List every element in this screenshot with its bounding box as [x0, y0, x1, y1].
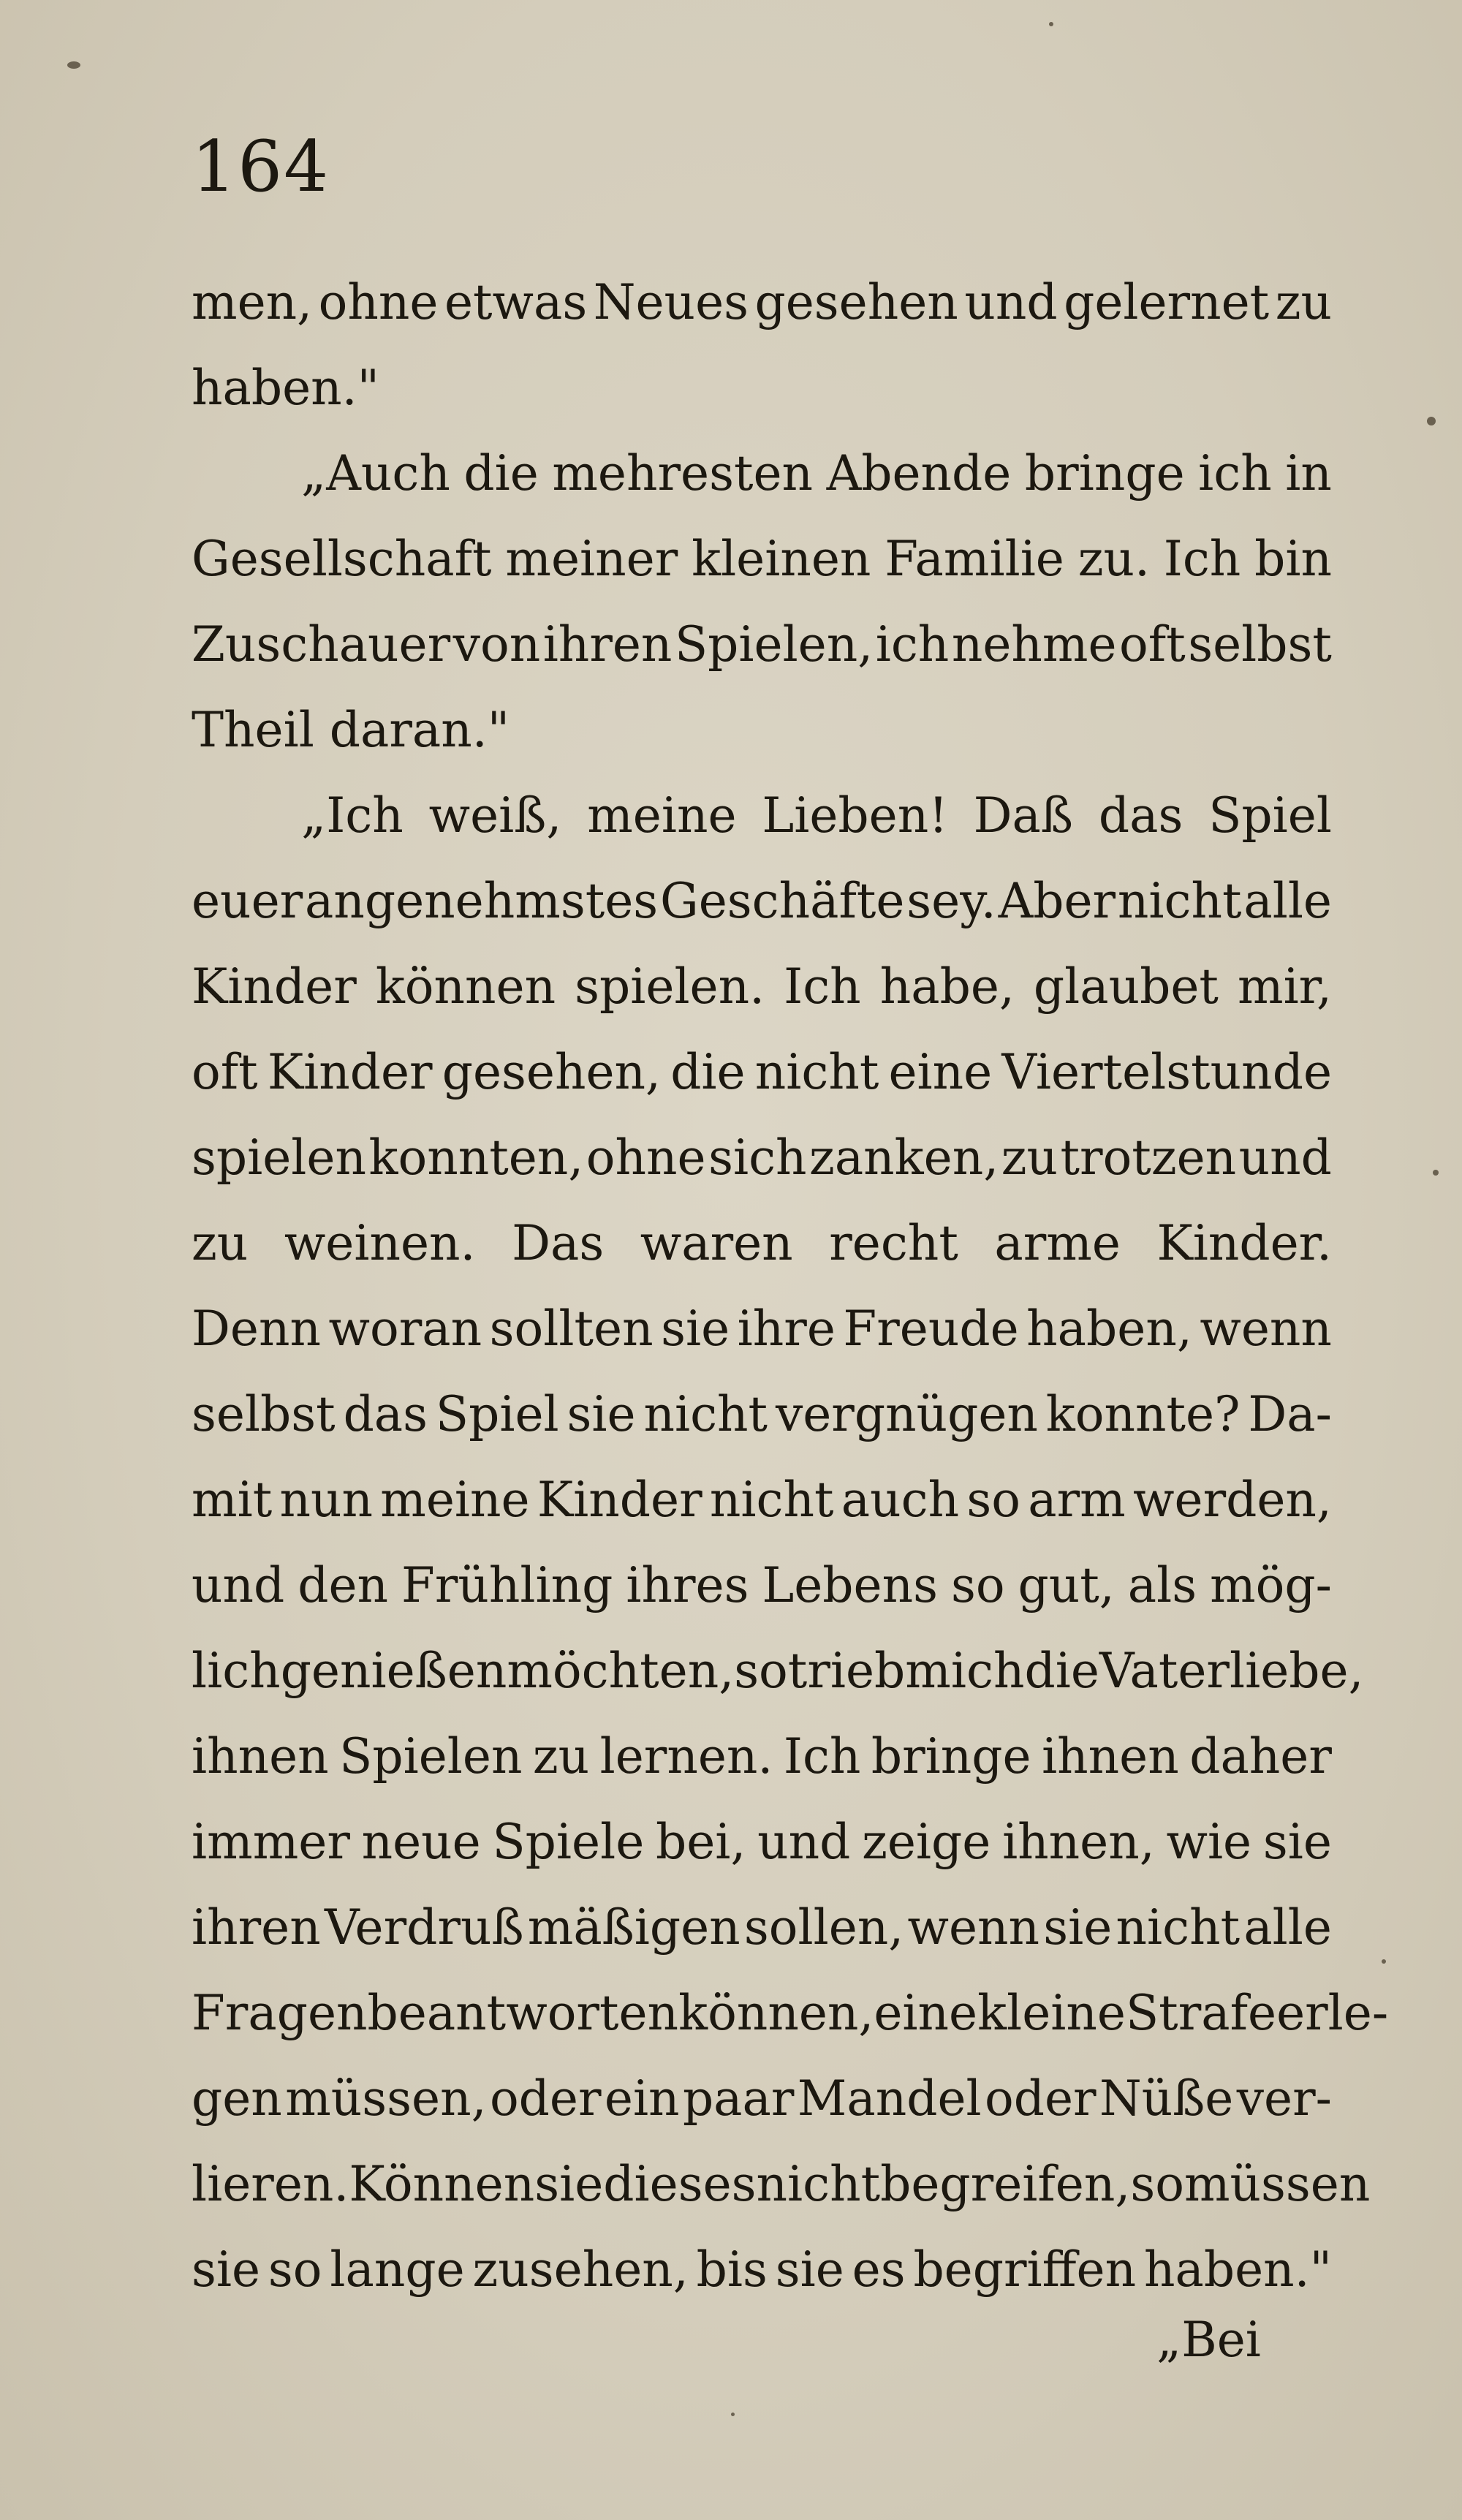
word: sie [661, 1301, 730, 1357]
word: ihren [192, 1899, 321, 1956]
ink-speck [1427, 417, 1436, 425]
word: können [375, 958, 556, 1015]
word: oder [489, 2070, 602, 2127]
word: nicht [754, 1044, 879, 1100]
word: Das [512, 1215, 605, 1271]
word: men, [192, 274, 313, 330]
word: den [298, 1557, 389, 1613]
word: Aber [998, 873, 1116, 929]
word: Zuschauer [192, 616, 451, 673]
word: beantworten [367, 1985, 679, 2041]
word: Ich [1163, 531, 1241, 587]
word: „Auch [301, 445, 450, 502]
word: paar [682, 2070, 795, 2127]
text-line [192, 1457, 1332, 1543]
word: von [452, 616, 541, 673]
text-line [192, 2056, 1332, 2141]
word: Strafe [1125, 1985, 1277, 2041]
word: Spielen [339, 1728, 523, 1785]
word: lange [330, 2241, 465, 2298]
text-line [192, 260, 1332, 345]
word: sollen, [743, 1899, 904, 1956]
word: zanken, [809, 1130, 999, 1186]
word: trieb [787, 1643, 906, 1699]
word: meine [380, 1472, 530, 1528]
word: nicht [1117, 873, 1242, 929]
word: Können [349, 2156, 535, 2212]
text-line [192, 1714, 1332, 1799]
word: Daß [973, 787, 1073, 844]
word: meiner [505, 531, 678, 587]
word: in [1285, 445, 1332, 502]
text-line [192, 1799, 1332, 1885]
word: angenehmstes [305, 873, 659, 929]
word: ihnen, [1002, 1814, 1155, 1870]
word: mög- [1210, 1557, 1332, 1613]
word: Verdruß [324, 1899, 524, 1956]
word: so [966, 1472, 1020, 1528]
word: alle [1243, 1899, 1332, 1956]
word: Spiel [435, 1386, 559, 1442]
word: müssen, [285, 2070, 487, 2127]
word: daher [1189, 1728, 1332, 1785]
word: haben." [1143, 2241, 1332, 2298]
word: auch [841, 1472, 960, 1528]
text-line [192, 1286, 1332, 1371]
word: alle [1243, 873, 1332, 929]
word: spielen [192, 1130, 366, 1186]
word: Fragen [192, 1985, 368, 2041]
word: sey. [906, 873, 996, 929]
ink-speck [1382, 1959, 1386, 1964]
word: erle- [1276, 1985, 1389, 2041]
word: zu [532, 1728, 590, 1785]
word: selbst [1188, 616, 1332, 673]
word: mir, [1237, 958, 1332, 1015]
word: ihren [542, 616, 673, 673]
page-number: 164 [192, 126, 330, 208]
word: woran [328, 1301, 482, 1357]
word: Spiele [492, 1814, 645, 1870]
text-line [192, 516, 1332, 602]
word: Ich [783, 1728, 861, 1785]
word: wenn [1200, 1301, 1332, 1357]
word: das [1098, 787, 1183, 844]
word: nicht [1116, 1899, 1241, 1956]
word: nehme [951, 616, 1117, 673]
word: als [1127, 1557, 1197, 1613]
word: waren [640, 1215, 793, 1271]
word: genießen [280, 1643, 507, 1699]
text-line [192, 2141, 1371, 2227]
word: mich [905, 1643, 1025, 1699]
word: Ich [784, 958, 861, 1015]
word: zu [1275, 274, 1332, 330]
word: begriffen [913, 2241, 1137, 2298]
word: können, [678, 1985, 874, 2041]
word: es [852, 2241, 906, 2298]
word: mehresten [552, 445, 814, 502]
word: müssen [1183, 2156, 1371, 2212]
word: gelernet [1064, 274, 1270, 330]
word: mäßigen [527, 1899, 741, 1956]
word: nicht [709, 1472, 834, 1528]
word: Frühling [401, 1557, 613, 1613]
word: recht [829, 1215, 958, 1271]
word: ohne [586, 1130, 706, 1186]
word: sie [192, 2241, 261, 2298]
word: ihnen [192, 1728, 329, 1785]
word: ihnen [1042, 1728, 1179, 1785]
word: glaubet [1033, 958, 1219, 1015]
word: eine [888, 1044, 993, 1100]
word: Kinder [192, 958, 357, 1015]
text-line [192, 1628, 1364, 1714]
word: Viertelstunde [1001, 1044, 1332, 1100]
word: gesehen [754, 274, 958, 330]
word: Lebens [762, 1557, 938, 1613]
word: kleine [977, 1985, 1126, 2041]
word: so [950, 1557, 1005, 1613]
word: Freude [843, 1301, 1019, 1357]
word: nun [279, 1472, 374, 1528]
word: die [670, 1044, 746, 1100]
word: zu [1001, 1130, 1058, 1186]
word: dieses [603, 2156, 757, 2212]
word: Familie [885, 531, 1064, 587]
word: und [1238, 1130, 1332, 1186]
word: mit [192, 1472, 273, 1528]
word: eine [874, 1985, 978, 2041]
word: Spielen, [674, 616, 874, 673]
word: ich [1198, 445, 1272, 502]
text-line [192, 1371, 1332, 1457]
word: Abende [826, 445, 1012, 502]
word: Lieben! [762, 787, 948, 844]
word: sie [567, 1386, 636, 1442]
text-line: Theil daran." [192, 702, 510, 758]
text-line [192, 1970, 1389, 2056]
text-line [192, 858, 1332, 944]
word: weiß, [428, 787, 562, 844]
word: sollten [489, 1301, 654, 1357]
word: die [1024, 1643, 1099, 1699]
word: sie [1043, 1899, 1113, 1956]
word: Spiel [1208, 787, 1332, 844]
word: das [343, 1386, 428, 1442]
word: konnte? [1045, 1386, 1241, 1442]
word: ihres [626, 1557, 749, 1613]
text-line: haben." [192, 360, 380, 416]
word: habe, [879, 958, 1015, 1015]
word: trotzen [1060, 1130, 1237, 1186]
word: euer [192, 873, 303, 929]
word: Kinder. [1156, 1215, 1332, 1271]
word: ihre [737, 1301, 836, 1357]
word: immer [192, 1814, 350, 1870]
word: zeige [862, 1814, 991, 1870]
word: so [734, 1643, 788, 1699]
text-line [192, 1029, 1332, 1115]
word: nicht [756, 2156, 881, 2212]
word: Da- [1248, 1386, 1332, 1442]
word: so [268, 2241, 322, 2298]
word: ich [875, 616, 950, 673]
text-line [192, 773, 1332, 858]
word: arme [994, 1215, 1121, 1271]
word: kleinen [692, 531, 871, 587]
word: meine [587, 787, 737, 844]
word: neue [361, 1814, 481, 1870]
word: Vaterliebe, [1099, 1643, 1364, 1699]
text-line [192, 944, 1332, 1029]
word: oft [192, 1044, 258, 1100]
word: gut, [1018, 1557, 1115, 1613]
word: Kinder [537, 1472, 702, 1528]
word: bringe [1024, 445, 1185, 502]
word: spielen. [575, 958, 765, 1015]
word: gesehen, [442, 1044, 662, 1100]
word: bin [1254, 531, 1332, 587]
word: sie [534, 2156, 604, 2212]
word: Gesellschaft [192, 531, 492, 587]
word: nicht [643, 1386, 768, 1442]
word: vergnügen [775, 1386, 1038, 1442]
word: lernen. [599, 1728, 773, 1785]
word: selbst [192, 1386, 336, 1442]
word: werden, [1133, 1472, 1332, 1528]
word: sie [775, 2241, 844, 2298]
word: bei, [655, 1814, 746, 1870]
text-line [192, 1885, 1332, 1970]
word: zusehen, [472, 2241, 689, 2298]
ink-speck [731, 2413, 735, 2416]
word: zu [192, 1215, 249, 1271]
word: und [757, 1814, 851, 1870]
word: oder [985, 2070, 1096, 2127]
word: „Ich [301, 787, 404, 844]
word: lieren. [192, 2156, 349, 2212]
word: weinen. [284, 1215, 476, 1271]
word: die [463, 445, 539, 502]
word: Nüße [1099, 2070, 1234, 2127]
word: Mandel [797, 2070, 982, 2127]
word: Kinder [267, 1044, 433, 1100]
word: begreifen, [880, 2156, 1131, 2212]
word: konnten, [368, 1130, 584, 1186]
word: arm [1028, 1472, 1126, 1528]
word: wenn [907, 1899, 1040, 1956]
word: lich [192, 1643, 281, 1699]
text-line [192, 431, 1332, 516]
word: wie [1166, 1814, 1252, 1870]
ink-speck [1049, 22, 1053, 26]
word: möchten, [507, 1643, 735, 1699]
word: sich [708, 1130, 807, 1186]
word: bis [696, 2241, 768, 2298]
word: Denn [192, 1301, 321, 1357]
text-line [192, 2227, 1332, 2312]
word: zu. [1077, 531, 1150, 587]
word: Neues [593, 274, 749, 330]
word: sie [1262, 1814, 1332, 1870]
word: und [192, 1557, 285, 1613]
body-text [192, 260, 1389, 2312]
word: etwas [444, 274, 588, 330]
word: ein [604, 2070, 680, 2127]
text-line [192, 1200, 1332, 1286]
ink-speck [1433, 1170, 1439, 1176]
word: Geschäfte [659, 873, 905, 929]
catchword: „Bei [1156, 2312, 1261, 2368]
word: gen [192, 2070, 282, 2127]
word: ver- [1236, 2070, 1332, 2127]
ink-speck [67, 61, 80, 69]
word: so [1130, 2156, 1184, 2212]
word: oft [1119, 616, 1186, 673]
text-line [192, 1115, 1332, 1200]
text-line [192, 1543, 1332, 1628]
word: ohne [318, 274, 439, 330]
word: haben, [1026, 1301, 1192, 1357]
text-line [192, 602, 1332, 687]
word: und [964, 274, 1058, 330]
word: bringe [871, 1728, 1031, 1785]
